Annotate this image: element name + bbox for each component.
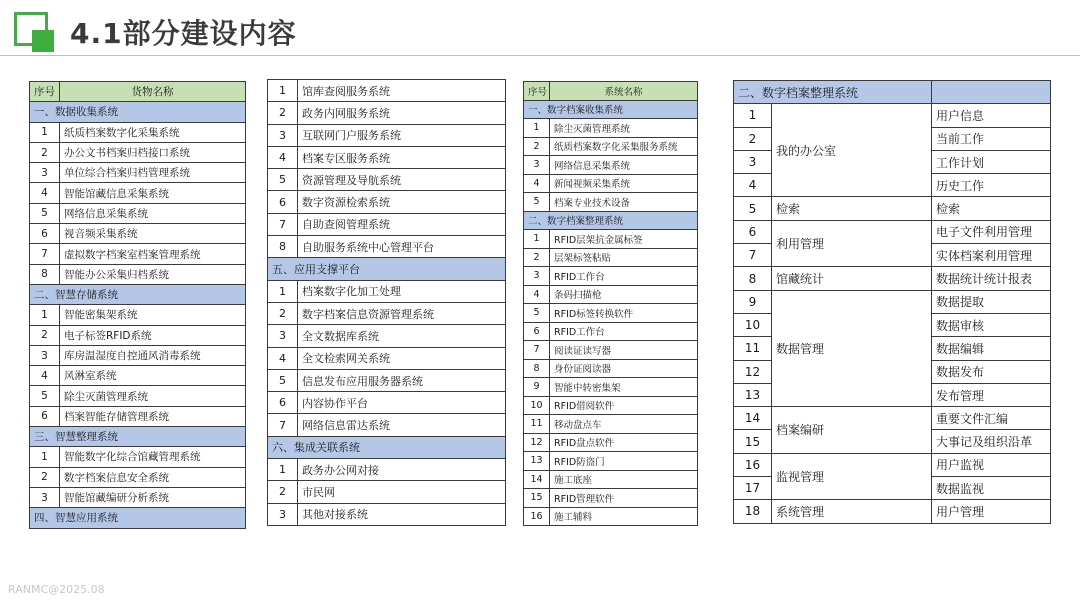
table-row — [734, 267, 1051, 290]
row-number: 17 — [734, 477, 772, 500]
function-name: 重要文件汇编 — [932, 407, 1051, 430]
table-row — [268, 80, 506, 102]
row-name: 网络信息采集系统 — [550, 156, 698, 175]
table-row — [268, 213, 506, 235]
table-row — [524, 415, 698, 434]
module-name: 监视管理 — [772, 453, 932, 500]
row-number: 7 — [268, 414, 298, 436]
archive-organize-table — [733, 80, 1051, 524]
row-number: 6 — [268, 191, 298, 213]
row-name: 智能中转密集架 — [550, 378, 698, 397]
section-row — [30, 102, 246, 122]
row-number: 11 — [734, 337, 772, 360]
section-title: 四、智慧应用系统 — [30, 508, 246, 528]
row-name: RFID借阅软件 — [550, 396, 698, 415]
section-title: 一、数字档案收集系统 — [524, 100, 698, 119]
table-row — [30, 487, 246, 507]
row-number: 8 — [734, 267, 772, 290]
row-name: 政务办公网对接 — [298, 459, 506, 481]
table-row — [524, 119, 698, 138]
function-name: 数据监视 — [932, 477, 1051, 500]
row-number: 7 — [734, 244, 772, 267]
row-number: 12 — [524, 433, 550, 452]
row-number: 13 — [734, 383, 772, 406]
function-name: 数据审核 — [932, 313, 1051, 336]
row-number: 6 — [268, 392, 298, 414]
module-name: 我的办公室 — [772, 104, 932, 197]
table-row — [734, 500, 1051, 523]
table-row — [30, 406, 246, 426]
row-name: 施工辅料 — [550, 507, 698, 526]
row-number: 2 — [30, 142, 60, 162]
row-number: 3 — [524, 267, 550, 286]
page-title: 4.1部分建设内容 — [70, 17, 297, 50]
row-name: RFID管理软件 — [550, 489, 698, 508]
row-number: 1 — [30, 305, 60, 325]
row-name: RFID标签转换软件 — [550, 304, 698, 323]
row-name: 阅读证读写器 — [550, 341, 698, 360]
table-row — [268, 124, 506, 146]
row-number: 3 — [30, 487, 60, 507]
row-number: 10 — [524, 396, 550, 415]
row-name: 市民网 — [298, 481, 506, 503]
table-row — [30, 305, 246, 325]
row-name: 单位综合档案归档管理系统 — [60, 163, 246, 183]
module-name: 检索 — [772, 197, 932, 220]
row-name: 自助查阅管理系统 — [298, 213, 506, 235]
table-row — [268, 102, 506, 124]
table-row — [30, 203, 246, 223]
row-number: 7 — [524, 341, 550, 360]
function-name: 发布管理 — [932, 383, 1051, 406]
row-name: 网络信息雷达系统 — [298, 414, 506, 436]
table-row — [30, 122, 246, 142]
row-name: 政务内网服务系统 — [298, 102, 506, 124]
system-name-table — [523, 81, 698, 526]
function-name: 用户管理 — [932, 500, 1051, 523]
row-name: 电子标签RFID系统 — [60, 325, 246, 345]
row-number: 1 — [524, 230, 550, 249]
table-row — [30, 224, 246, 244]
row-number: 6 — [734, 220, 772, 243]
row-name: 智能馆藏信息采集系统 — [60, 183, 246, 203]
row-number: 4 — [30, 366, 60, 386]
table-row — [524, 193, 698, 212]
function-name: 数据发布 — [932, 360, 1051, 383]
table-row — [268, 325, 506, 347]
table-row — [268, 191, 506, 213]
module-name: 档案编研 — [772, 407, 932, 454]
table-row — [524, 174, 698, 193]
row-number: 9 — [734, 290, 772, 313]
section-row — [524, 100, 698, 119]
row-name: 全文数据库系统 — [298, 325, 506, 347]
section-row — [30, 508, 246, 528]
table-row — [30, 386, 246, 406]
header-cell-name: 货物名称 — [60, 82, 246, 102]
row-number: 5 — [524, 193, 550, 212]
section-title: 三、智慧整理系统 — [30, 427, 246, 447]
row-number: 18 — [734, 500, 772, 523]
function-name: 数据编辑 — [932, 337, 1051, 360]
row-number: 2 — [268, 481, 298, 503]
table-header-row — [30, 82, 246, 102]
row-number: 4 — [524, 285, 550, 304]
table-row — [268, 169, 506, 191]
row-number: 3 — [734, 150, 772, 173]
table-row — [30, 163, 246, 183]
function-name: 大事记及组织沿革 — [932, 430, 1051, 453]
row-number: 14 — [734, 407, 772, 430]
row-number: 4 — [524, 174, 550, 193]
row-number: 16 — [524, 507, 550, 526]
title-divider — [0, 55, 1080, 56]
table-row — [30, 345, 246, 365]
row-number: 2 — [524, 248, 550, 267]
row-number: 8 — [30, 264, 60, 284]
row-number: 13 — [524, 452, 550, 471]
table-row — [524, 507, 698, 526]
header-blank-cell — [932, 81, 1051, 104]
row-number: 4 — [268, 146, 298, 168]
row-name: 库房温湿度自控通风消毒系统 — [60, 345, 246, 365]
row-number: 1 — [268, 80, 298, 102]
table-row — [524, 230, 698, 249]
table-row — [524, 137, 698, 156]
section-row — [524, 211, 698, 230]
row-number: 2 — [268, 102, 298, 124]
section-row — [30, 427, 246, 447]
row-number: 3 — [268, 124, 298, 146]
table-row — [524, 359, 698, 378]
row-number: 4 — [30, 183, 60, 203]
row-name: 其他对接系统 — [298, 503, 506, 525]
section-title: 二、数字档案整理系统 — [734, 81, 932, 104]
table-row — [268, 392, 506, 414]
row-number: 3 — [30, 345, 60, 365]
table-row — [524, 341, 698, 360]
row-name: 信息发布应用服务器系统 — [298, 369, 506, 391]
row-name: 视音频采集系统 — [60, 224, 246, 244]
row-name: RFID防盗门 — [550, 452, 698, 471]
table-row — [524, 433, 698, 452]
section-title: 六、集成关联系统 — [268, 436, 506, 458]
row-number: 8 — [524, 359, 550, 378]
table-row — [734, 290, 1051, 313]
table-row — [30, 447, 246, 467]
table-row — [30, 264, 246, 284]
row-number: 11 — [524, 415, 550, 434]
row-number: 6 — [30, 224, 60, 244]
table-row — [30, 142, 246, 162]
row-number: 16 — [734, 453, 772, 476]
function-name: 数据提取 — [932, 290, 1051, 313]
row-name: 智能办公采集归档系统 — [60, 264, 246, 284]
row-number: 2 — [524, 137, 550, 156]
row-number: 2 — [268, 302, 298, 324]
table-row — [268, 369, 506, 391]
row-name: 数字档案信息安全系统 — [60, 467, 246, 487]
row-number: 1 — [268, 280, 298, 302]
row-name: 档案智能存储管理系统 — [60, 406, 246, 426]
function-name: 电子文件利用管理 — [932, 220, 1051, 243]
row-name: 馆库查阅服务系统 — [298, 80, 506, 102]
section-title: 二、数字档案整理系统 — [524, 211, 698, 230]
module-name: 馆藏统计 — [772, 267, 932, 290]
row-number: 14 — [524, 470, 550, 489]
module-name: 数据管理 — [772, 290, 932, 406]
row-name: 档案专区服务系统 — [298, 146, 506, 168]
row-name: RFID工作台 — [550, 267, 698, 286]
header-cell-index: 序号 — [30, 82, 60, 102]
section-row — [734, 81, 1051, 104]
watermark: RANMC@2025.08 — [8, 583, 105, 596]
row-number: 1 — [30, 122, 60, 142]
table-row — [30, 467, 246, 487]
table-row — [30, 325, 246, 345]
row-name: 纸质档案数字化采集服务系统 — [550, 137, 698, 156]
table-row — [524, 470, 698, 489]
function-name: 工作计划 — [932, 150, 1051, 173]
table-row — [268, 347, 506, 369]
table-row — [524, 285, 698, 304]
function-name: 当前工作 — [932, 127, 1051, 150]
table-row — [524, 378, 698, 397]
table-row — [734, 104, 1051, 127]
row-name: 互联网门户服务系统 — [298, 124, 506, 146]
module-name: 系统管理 — [772, 500, 932, 523]
row-number: 1 — [268, 459, 298, 481]
function-name: 数据统计统计报表 — [932, 267, 1051, 290]
row-number: 7 — [268, 213, 298, 235]
goods-table — [29, 81, 246, 529]
table-row — [524, 304, 698, 323]
table-row — [524, 267, 698, 286]
table-row — [30, 244, 246, 264]
row-name: 虚拟数字档案室档案管理系统 — [60, 244, 246, 264]
table-row — [268, 236, 506, 258]
row-number: 1 — [734, 104, 772, 127]
module-name: 利用管理 — [772, 220, 932, 267]
function-name: 用户信息 — [932, 104, 1051, 127]
table-row — [524, 322, 698, 341]
row-name: 档案专业技术设备 — [550, 193, 698, 212]
section-row — [268, 436, 506, 458]
table-row — [268, 146, 506, 168]
row-name: 层架标签粘贴 — [550, 248, 698, 267]
row-number: 3 — [268, 503, 298, 525]
table-row — [30, 183, 246, 203]
row-number: 10 — [734, 313, 772, 336]
row-name: 新闻视频采集系统 — [550, 174, 698, 193]
row-name: 移动盘点车 — [550, 415, 698, 434]
table-row — [268, 414, 506, 436]
row-number: 6 — [30, 406, 60, 426]
row-name: 纸质档案数字化采集系统 — [60, 122, 246, 142]
row-number: 5 — [524, 304, 550, 323]
row-name: RFID层架抗金属标签 — [550, 230, 698, 249]
logo — [14, 12, 54, 52]
row-number: 4 — [268, 347, 298, 369]
row-name: 除尘灭菌管理系统 — [60, 386, 246, 406]
row-name: 数字资源检索系统 — [298, 191, 506, 213]
row-name: 除尘灭菌管理系统 — [550, 119, 698, 138]
header-cell-index: 序号 — [524, 82, 550, 101]
table-row — [734, 407, 1051, 430]
row-name: 自助服务系统中心管理平台 — [298, 236, 506, 258]
section-title: 五、应用支撑平台 — [268, 258, 506, 280]
row-name: 档案数字化加工处理 — [298, 280, 506, 302]
row-number: 2 — [30, 325, 60, 345]
table-row — [268, 302, 506, 324]
function-name: 检索 — [932, 197, 1051, 220]
function-name: 实体档案利用管理 — [932, 244, 1051, 267]
table-row — [734, 197, 1051, 220]
row-number: 15 — [734, 430, 772, 453]
row-number: 3 — [524, 156, 550, 175]
table-row — [734, 220, 1051, 243]
row-number: 1 — [524, 119, 550, 138]
row-name: 数字档案信息资源管理系统 — [298, 302, 506, 324]
row-number: 9 — [524, 378, 550, 397]
row-name: 网络信息采集系统 — [60, 203, 246, 223]
table-row — [268, 503, 506, 525]
row-number: 5 — [734, 197, 772, 220]
table-header-row — [524, 82, 698, 101]
table-row — [268, 459, 506, 481]
section-row — [268, 258, 506, 280]
row-name: 资源管理及导航系统 — [298, 169, 506, 191]
row-number: 1 — [30, 447, 60, 467]
row-number: 6 — [524, 322, 550, 341]
table-row — [268, 481, 506, 503]
row-name: 身份证阅读器 — [550, 359, 698, 378]
row-name: 内容协作平台 — [298, 392, 506, 414]
row-number: 12 — [734, 360, 772, 383]
row-number: 3 — [30, 163, 60, 183]
row-name: 办公文书档案归档接口系统 — [60, 142, 246, 162]
function-name: 用户监视 — [932, 453, 1051, 476]
section-title: 二、智慧存储系统 — [30, 284, 246, 304]
row-number: 2 — [30, 467, 60, 487]
row-number: 5 — [268, 369, 298, 391]
section-row — [30, 284, 246, 304]
table-row — [524, 248, 698, 267]
row-name: 智能馆藏编研分析系统 — [60, 487, 246, 507]
table-row — [524, 156, 698, 175]
row-name: 条码扫描枪 — [550, 285, 698, 304]
section-title: 一、数据收集系统 — [30, 102, 246, 122]
row-number: 3 — [268, 325, 298, 347]
header-cell-name: 系统名称 — [550, 82, 698, 101]
row-name: RFID工作台 — [550, 322, 698, 341]
service-system-table — [267, 79, 506, 526]
row-number: 2 — [734, 127, 772, 150]
table-row — [524, 489, 698, 508]
table-row — [524, 452, 698, 471]
table-row — [734, 453, 1051, 476]
row-number: 5 — [268, 169, 298, 191]
logo-square — [32, 30, 54, 52]
row-name: 智能密集架系统 — [60, 305, 246, 325]
table-row — [524, 396, 698, 415]
row-number: 15 — [524, 489, 550, 508]
row-name: 智能数字化综合馆藏管理系统 — [60, 447, 246, 467]
row-number: 7 — [30, 244, 60, 264]
row-name: 施工底座 — [550, 470, 698, 489]
row-name: 风淋室系统 — [60, 366, 246, 386]
table-row — [268, 280, 506, 302]
row-number: 4 — [734, 174, 772, 197]
row-number: 8 — [268, 236, 298, 258]
table-row — [30, 366, 246, 386]
function-name: 历史工作 — [932, 174, 1051, 197]
row-name: 全文检索网关系统 — [298, 347, 506, 369]
row-number: 5 — [30, 386, 60, 406]
row-number: 5 — [30, 203, 60, 223]
row-name: RFID盘点软件 — [550, 433, 698, 452]
